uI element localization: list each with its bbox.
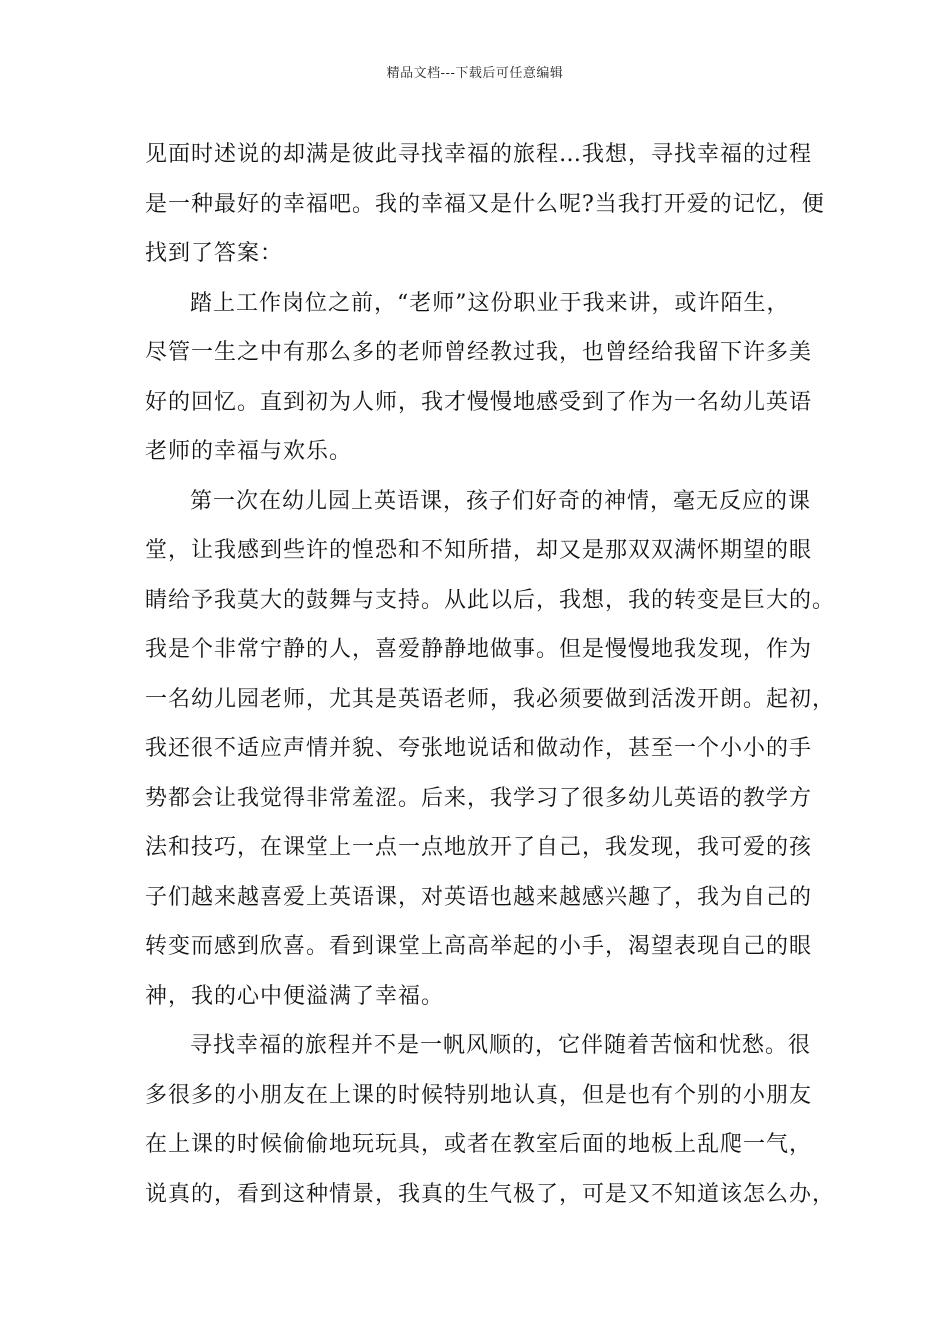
text-line: 一名幼儿园老师，尤其是英语老师，我必须要做到活泼开朗。起初， xyxy=(145,686,836,712)
text-line: 尽管一生之中有那么多的老师曾经教过我，也曾经给我留下许多美 xyxy=(145,340,813,365)
text-line: 踏上工作岗位之前，“老师”这份职业于我来讲，或许陌生， xyxy=(190,290,790,316)
text-line: 睛给予我莫大的鼓舞与支持。从此以后，我想，我的转变是巨大的。 xyxy=(145,587,836,613)
text-line: 子们越来越喜爱上英语课，对英语也越来越感兴趣了，我为自己的 xyxy=(145,884,813,910)
text-line: 好的回忆。直到初为人师，我才慢慢地感受到了作为一名幼儿英语 xyxy=(145,389,813,415)
text-line: 势都会让我觉得非常羞涩。后来，我学习了很多幼儿英语的教学方 xyxy=(145,785,813,811)
text-line: 找到了答案： xyxy=(145,241,284,266)
text-line: 堂，让我感到些许的惶恐和不知所措，却又是那双双满怀期望的眼 xyxy=(145,538,813,563)
body-text xyxy=(145,130,836,1219)
text-line: 法和技巧，在课堂上一点一点地放开了自己，我发现，我可爱的孩 xyxy=(145,835,813,860)
text-line: 神，我的心中便溢满了幸福。 xyxy=(145,983,445,1009)
text-line: 多很多的小朋友在上课的时候特别地认真，但是也有个别的小朋友 xyxy=(145,1082,813,1108)
text-line: 我还很不适应声情并貌、夸张地说话和做动作，甚至一个小小的手 xyxy=(145,736,813,761)
text-line: 老师的幸福与欢乐。 xyxy=(145,439,353,464)
text-line: 我是个非常宁静的人，喜爱静静地做事。但是慢慢地我发现，作为 xyxy=(145,637,813,662)
text-line: 是一种最好的幸福吧。我的幸福又是什么呢?当我打开爱的记忆，便 xyxy=(145,191,825,217)
text-line: 第一次在幼儿园上英语课，孩子们好奇的神情，毫无反应的课 xyxy=(190,488,812,514)
text-line: 见面时述说的却满是彼此寻找幸福的旅程…我想，寻找幸福的过程 xyxy=(145,142,813,167)
text-line: 在上课的时候偷偷地玩玩具，或者在教室后面的地板上乱爬一气， xyxy=(145,1132,813,1157)
text-line: 转变而感到欣喜。看到课堂上高高举起的小手，渴望表现自己的眼 xyxy=(145,934,813,959)
text-line: 寻找幸福的旅程并不是一帆风顺的，它伴随着苦恼和忧愁。很 xyxy=(190,1033,812,1058)
page-header: 精品文档---下载后可任意编辑 xyxy=(386,66,564,81)
text-line: 说真的，看到这种情景，我真的生气极了，可是又不知道该怎么办， xyxy=(145,1181,836,1207)
